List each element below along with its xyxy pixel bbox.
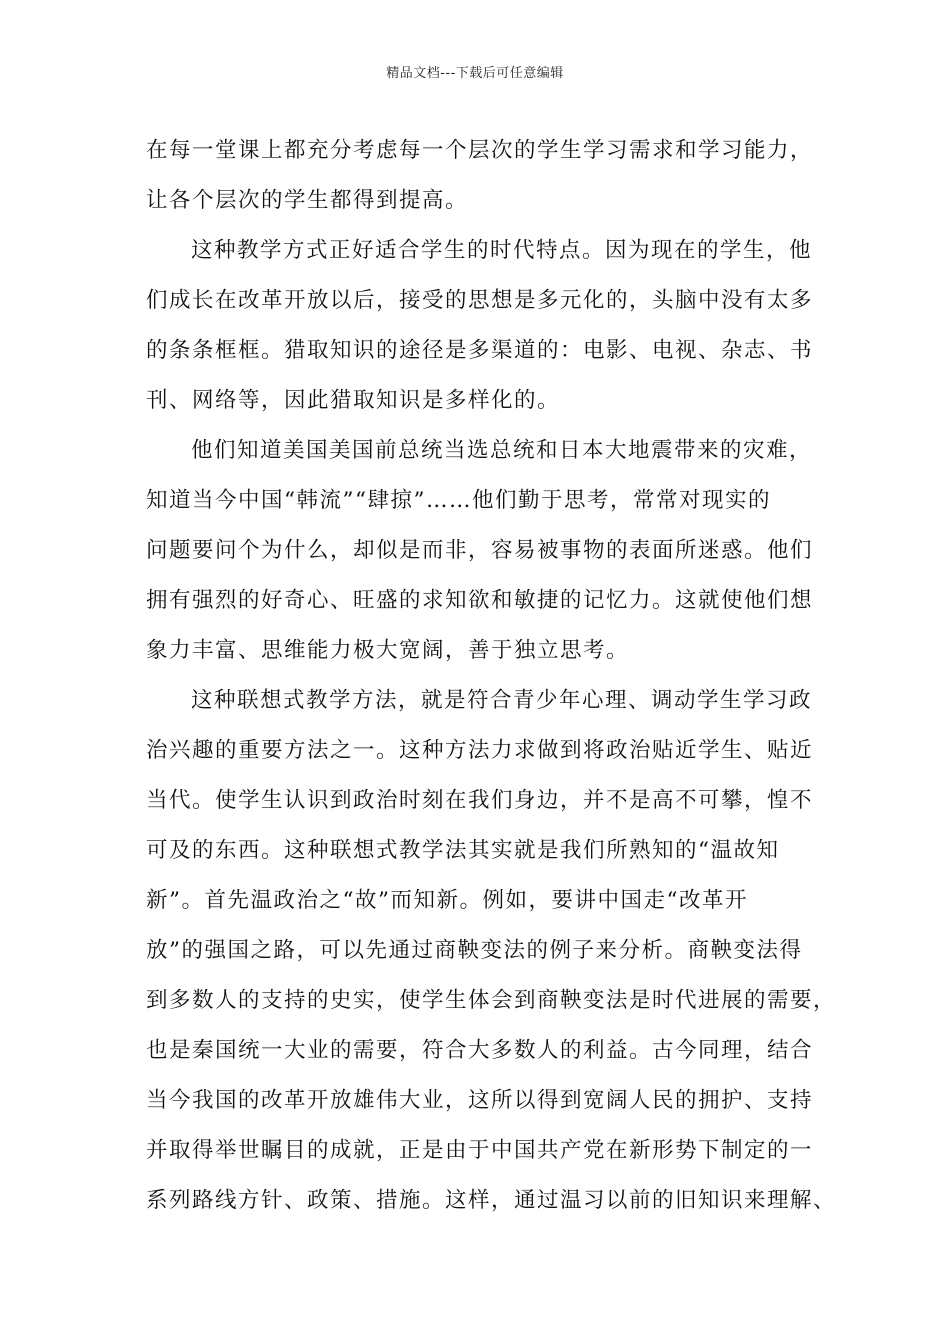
text-line: 刊、网络等，因此猎取知识是多样化的。 — [146, 388, 561, 413]
text-line: 象力丰富、思维能力极大宽阔，善于独立思考。 — [146, 638, 630, 663]
text-line: 放”的强国之路，可以先通过商鞅变法的例子来分析。商鞅变法得 — [146, 938, 803, 963]
text-line: 问题要问个为什么，却似是而非，容易被事物的表面所迷惑。他们 — [146, 538, 814, 563]
paragraph-start-line: 他们知道美国美国前总统当选总统和日本大地震带来的灾难， — [191, 438, 813, 463]
page-header: 精品文档---下载后可任意编辑 — [386, 66, 564, 81]
text-line: 拥有强烈的好奇心、旺盛的求知欲和敏捷的记忆力。这就使他们想 — [146, 588, 814, 613]
text-line: 系列路线方针、政策、措施。这样，通过温习以前的旧知识来理解、 — [146, 1188, 837, 1213]
paragraph-start-line: 这种教学方式正好适合学生的时代特点。因为现在的学生，他 — [191, 238, 813, 263]
text-line: 的条条框框。猎取知识的途径是多渠道的：电影、电视、杂志、书 — [146, 338, 814, 363]
text-line: 们成长在改革开放以后，接受的思想是多元化的，头脑中没有太多 — [146, 288, 814, 313]
text-line: 知道当今中国“韩流”“肆掠”……他们勤于思考，常常对现实的 — [146, 488, 771, 513]
text-line: 也是秦国统一大业的需要，符合大多数人的利益。古今同理，结合 — [146, 1038, 814, 1063]
paragraph-start-line: 这种联想式教学方法，就是符合青少年心理、调动学生学习政 — [191, 688, 813, 713]
text-line: 当代。使学生认识到政治时刻在我们身边，并不是高不可攀，惶不 — [146, 788, 814, 813]
text-line: 可及的东西。这种联想式教学法其实就是我们所熟知的“温故知 — [146, 838, 780, 863]
text-line: 并取得举世瞩目的成就，正是由于中国共产党在新形势下制定的一 — [146, 1138, 814, 1163]
text-line: 在每一堂课上都充分考虑每一个层次的学生学习需求和学习能力， — [146, 138, 814, 163]
text-line: 当今我国的改革开放雄伟大业，这所以得到宽阔人民的拥护、支持 — [146, 1088, 814, 1113]
text-line: 治兴趣的重要方法之一。这种方法力求做到将政治贴近学生、贴近 — [146, 738, 814, 763]
document-body — [146, 131, 837, 1231]
text-line: 让各个层次的学生都得到提高。 — [146, 188, 469, 213]
text-line: 到多数人的支持的史实，使学生体会到商鞅变法是时代进展的需要， — [146, 988, 837, 1013]
text-line: 新”。首先温政治之“故”而知新。例如，要讲中国走“改革开 — [146, 888, 748, 913]
